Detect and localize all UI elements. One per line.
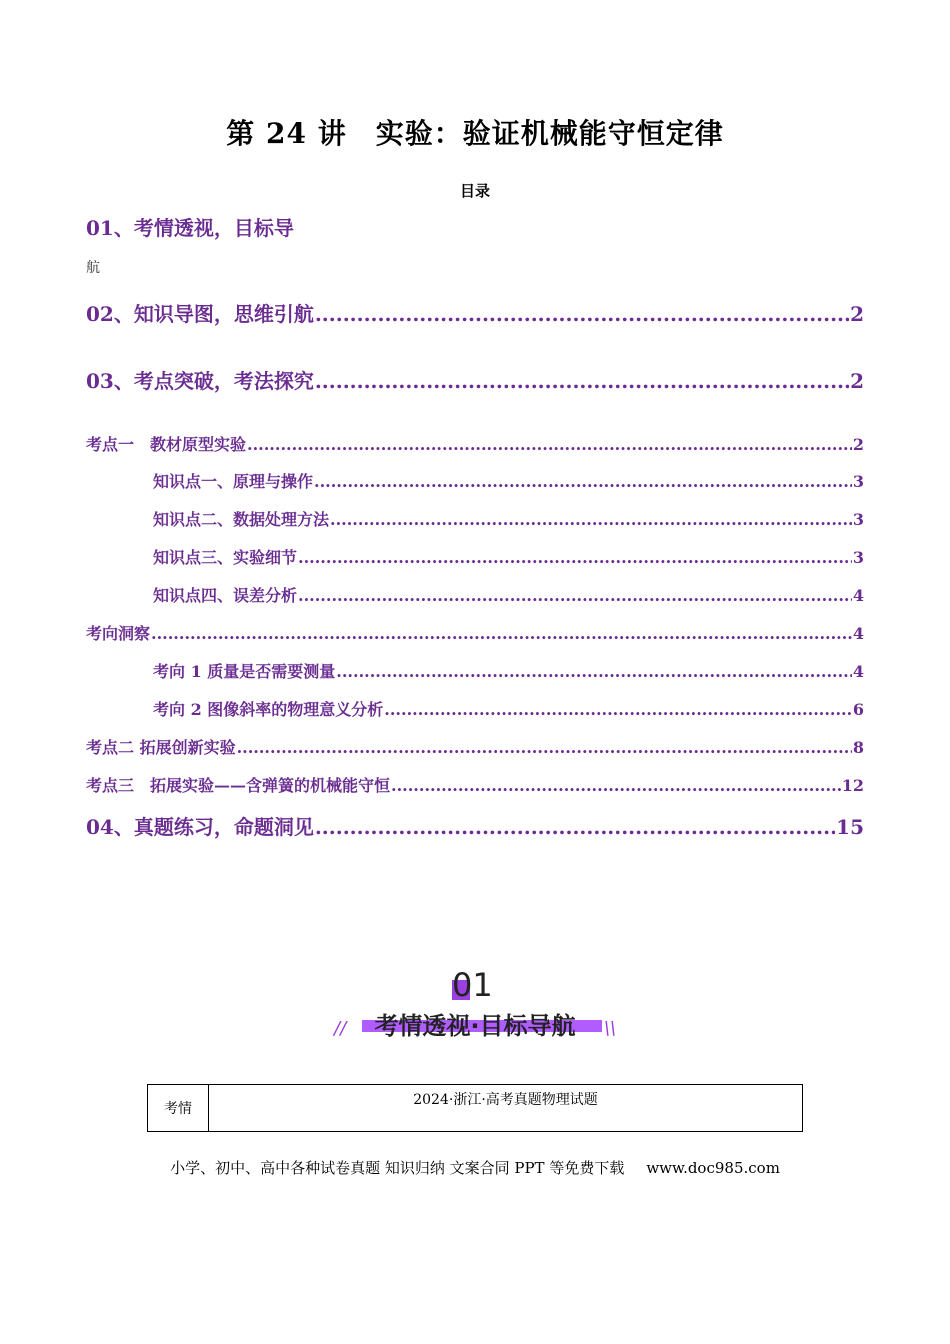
toc-leader [315,815,835,839]
toc-leader [330,510,852,529]
toc-leader [151,624,852,643]
toc-entry-label: 知识点一、原理与操作 [153,472,314,491]
toc-page-number: 8 [852,738,864,757]
banner-title: 考情透视·目标导航 [374,1012,576,1040]
toc-page-number: 4 [852,586,864,605]
toc-page-number: 2 [852,435,864,454]
toc-leader [298,586,852,605]
banner-left-mark: // [334,1018,347,1039]
toc-page-number: 3 [852,510,864,529]
toc-entry-label: 04、真题练习，命题洞见 [86,815,314,839]
toc-entry[interactable] [86,432,864,455]
toc-entry[interactable] [86,365,864,394]
toc-entry-label: 知识点二、数据处理方法 [153,510,330,529]
toc-page-number: 15 [836,815,864,839]
toc-entry-label: 02、知识导图，思维引航 [86,302,314,326]
toc-entry-label: 考向洞察 [86,624,151,643]
toc-entry[interactable] [153,469,864,492]
table-cell-label: 考情 [148,1085,209,1132]
toc-leader [237,738,852,757]
toc-leader [384,700,852,719]
toc-leader [247,435,852,454]
table-row [148,1085,803,1132]
exam-info-table [147,1084,803,1132]
toc-entry-label: 03、考点突破，考法探究 [86,369,314,393]
toc-page-number: 3 [852,548,864,567]
footer-link[interactable]: www.doc985.com [646,1159,780,1177]
toc-entry[interactable] [153,545,864,568]
toc-leader [314,472,852,491]
toc-page-number: 4 [852,624,864,643]
banner-number: 01 [452,966,493,1004]
toc-entry[interactable] [86,735,864,758]
footer-text: 小学、初中、高中各种试卷真题 知识归纳 文案合同 PPT 等免费下载 [170,1159,625,1177]
toc-entry[interactable] [153,507,864,530]
toc-entry[interactable] [86,773,864,796]
toc-entry-label: 考点一 教材原型实验 [86,435,247,454]
toc-entry[interactable] [153,697,864,720]
toc-leader [298,548,852,567]
toc-page-number: 2 [850,302,864,326]
toc-entry[interactable] [86,621,864,644]
toc-entry-label: 知识点四、误差分析 [153,586,298,605]
page-footer [0,1157,950,1178]
toc-leader [315,369,849,393]
toc-entry-label: 考点三 拓展实验——含弹簧的机械能守恒 [86,776,391,795]
toc-entry[interactable] [86,298,864,327]
toc-page-number: 6 [852,700,864,719]
toc-entry-label: 考向 2 图像斜率的物理意义分析 [153,700,384,719]
toc-entry-label: 考点二 拓展创新实验 [86,738,236,757]
toc-entry-label: 考向 1 质量是否需要测量 [153,662,336,681]
toc-page-number: 3 [852,472,864,491]
section-banner [330,962,620,1042]
toc-page-number: 2 [850,369,864,393]
toc-entry-sec01-wrap: 航 [86,260,100,276]
toc-entry[interactable] [153,583,864,606]
page-title: 第 24 讲 实验：验证机械能守恒定律 [226,117,724,150]
table-cell-content: 2024·浙江·高考真题物理试题 [209,1085,803,1132]
toc-entry[interactable] [86,811,864,840]
toc-leader [336,662,852,681]
toc-heading: 目录 [459,182,490,200]
toc-leader [315,302,849,326]
toc-page-number: 12 [841,776,864,795]
toc-entry-sec01[interactable]: 01、考情透视，目标导 [86,216,294,240]
toc-page-number: 4 [852,662,864,681]
toc-leader [391,776,841,795]
toc-entry-label: 知识点三、实验细节 [153,548,298,567]
banner-right-mark: \\ [603,1018,616,1039]
toc-entry[interactable] [153,659,864,682]
